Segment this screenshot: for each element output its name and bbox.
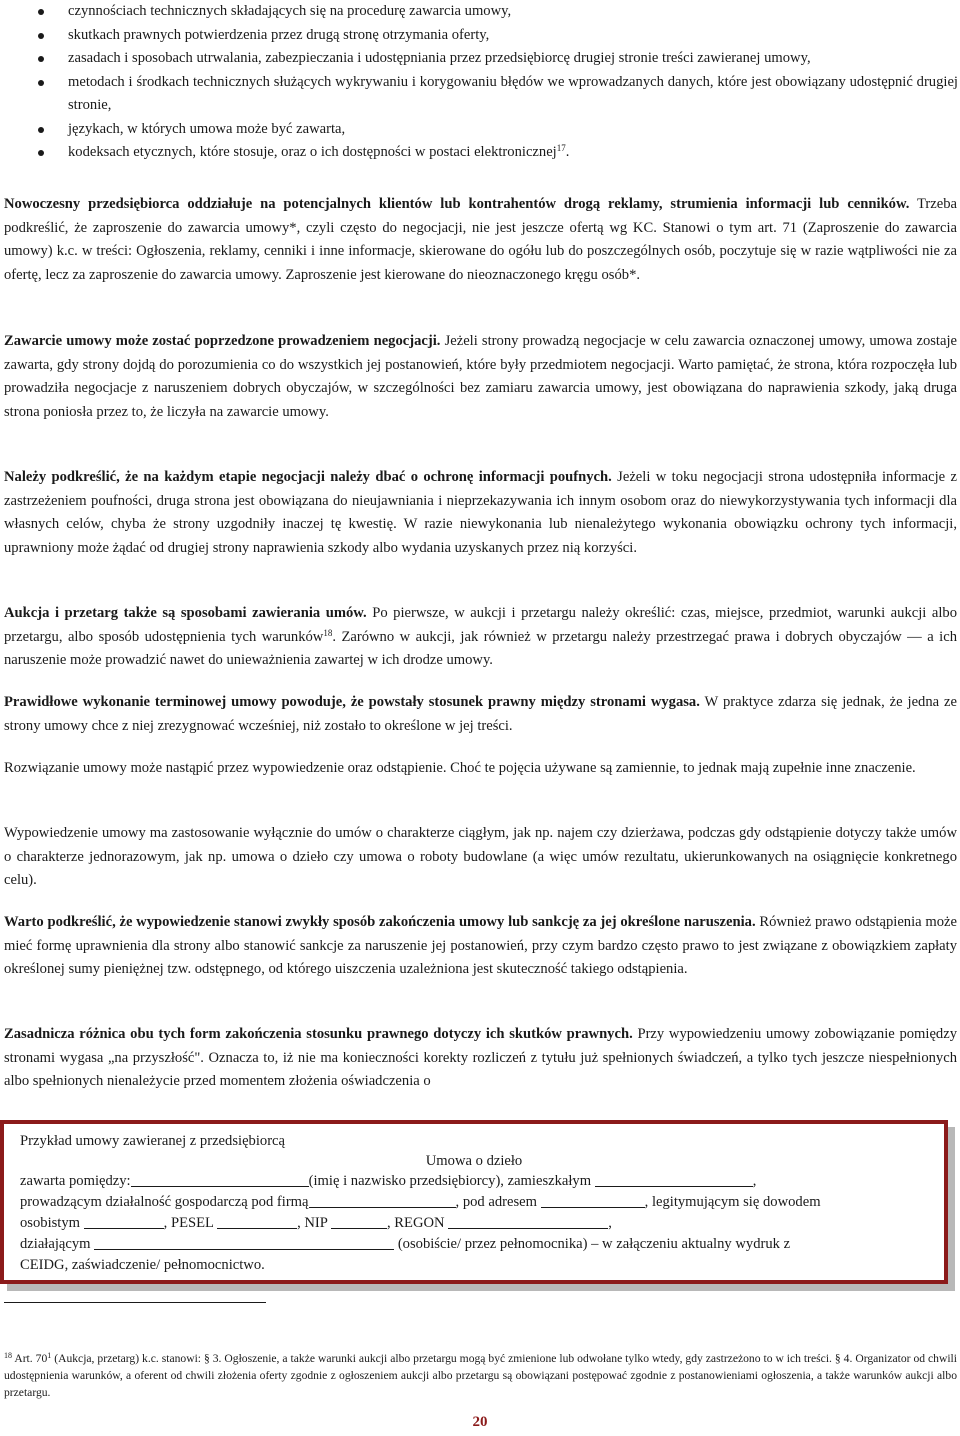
- paragraph-lead: Zasadnicza różnica obu tych form zakończenia stosunku prawnego dotyczy ich skutków prawnych.: [4, 1026, 633, 1042]
- list-item: [0, 71, 960, 118]
- blank-field: [131, 1170, 309, 1187]
- paragraph: [4, 691, 957, 738]
- line-text: (imię i nazwisko przedsiębiorcy), zamieszkałym: [308, 1173, 592, 1189]
- example-contract-box: [0, 1120, 948, 1284]
- blank-field: [595, 1170, 753, 1187]
- line-text: , pod adresem: [455, 1194, 537, 1210]
- paragraph-lead: Aukcja i przetarg także są sposobami zawierania umów.: [4, 605, 367, 621]
- paragraph: [4, 822, 957, 893]
- footnote-number: 18: [4, 1351, 12, 1360]
- list-item: [0, 24, 960, 48]
- footnote: [4, 1350, 957, 1401]
- footnote-ref: 17: [556, 143, 566, 153]
- line-text: działającym: [20, 1236, 91, 1252]
- paragraph: [4, 757, 957, 781]
- line-text: ,: [608, 1215, 612, 1231]
- paragraph-text: . Zarówno w aukcji, jak również w przetargu należy przestrzegać prawa i dobrych obyczajów — a ich naruszenie może prowadzić nawet do unieważnienia zawartej w ich drodze umowy.: [4, 628, 958, 668]
- paragraph-text: Wypowiedzenie umowy ma zastosowanie wyłącznie do umów o charakterze ciągłym, jak np. najem czy dzierżawa, podczas gdy odstąpienie dotyczy także umów o charakterze jednorazowym, jak np. umowa o dzieło czy umowa o roboty budowlane (a więc umów rezultatu, ukierunkowanych na osiągnięcie konkretnego celu).: [4, 825, 957, 888]
- paragraph-lead: Należy podkreślić, że na każdym etapie negocjacji należy dbać o ochronę informacji poufnych.: [4, 469, 612, 485]
- paragraph-text: Po pierwsze, w aukcji i przetargu należy określić: czas, miejsce, przedmiot, warunki aukcji albo przetargu, albo sposób udostępnienia tych warunków: [4, 605, 957, 645]
- line-text: osobistym: [20, 1215, 81, 1231]
- list-item: [0, 0, 960, 24]
- contract-line-firm: [20, 1191, 928, 1215]
- line-text: , PESEL: [163, 1215, 214, 1231]
- list-item-text: czynnościach technicznych składających się na procedurę zawarcia umowy,: [68, 3, 512, 19]
- paragraph-lead: Prawidłowe wykonanie terminowej umowy powoduje, że powstały stosunek prawny między stronami wygasa.: [4, 694, 700, 710]
- footnote-text: Art. 70: [12, 1352, 48, 1365]
- footnote-separator: [4, 1302, 266, 1303]
- contract-line-acting: [20, 1233, 928, 1257]
- line-text: , NIP: [297, 1215, 328, 1231]
- paragraph-lead: Warto podkreślić, że wypowiedzenie stanowi zwykły sposób zakończenia umowy lub sankcję za jej określone naruszenia.: [4, 914, 756, 930]
- paragraph-text: Jeżeli strony prowadzą negocjacje w celu zawarcia oznaczonej umowy, umowa zostaje zawarta, gdy strony dojdą do porozumienia co do wszystkich jej postanowień, które były przedmiotem negocjacji. Warto pamiętać, że strona, która rozpoczęła lub prowadziła negocjacje z naruszeniem dobrych obyczajów, w szczególności bez zamiaru zawarcia umowy, jest obowiązana do naprawienia szkody, jaką druga strona poniosła przez to, że liczyła na zawarcie umowy.: [4, 333, 957, 420]
- paragraph-text: Rozwiązanie umowy może nastąpić przez wypowiedzenie oraz odstąpienie. Choć te pojęcia używane są zamiennie, to jednak mają zupełnie inne znaczenie.: [4, 760, 916, 776]
- blank-field: [94, 1233, 394, 1250]
- example-title: Umowa o dzieło: [425, 1153, 523, 1169]
- list-item-text: skutkach prawnych potwierdzenia przez drugą stronę otrzymania oferty,: [68, 26, 490, 43]
- contract-line-ids: [20, 1212, 928, 1236]
- list-item-text: językach, w których umowa może być zawarta,: [68, 120, 346, 137]
- blank-field: [541, 1191, 645, 1208]
- list-item-text: zasadach i sposobach utrwalania, zabezpieczania i udostępniania przez przedsiębiorcę drugiej stronie treści zawieranej umowy,: [68, 50, 811, 66]
- line-text: , REGON: [387, 1215, 445, 1231]
- list-item-text: kodeksach etycznych, które stosuje, oraz o ich dostępności w postaci elektronicznej: [68, 144, 557, 160]
- blank-field: [331, 1212, 387, 1229]
- list-item: [0, 141, 960, 165]
- footnote-article-sup: 1: [47, 1351, 52, 1360]
- list-item: [0, 47, 960, 71]
- line-text: zawarta pomiędzy:: [20, 1173, 131, 1189]
- list-item-end: .: [565, 144, 570, 160]
- page-number: 20: [472, 1414, 488, 1430]
- blank-field: [448, 1212, 608, 1229]
- paragraph: [4, 193, 957, 287]
- paragraph: [4, 466, 957, 560]
- paragraph: [4, 911, 957, 982]
- blank-field: [84, 1212, 164, 1229]
- paragraph: [4, 330, 957, 424]
- contract-line-ceidg: CEIDG, zaświadczenie/ pełnomocnictwo.: [20, 1257, 265, 1273]
- footnote-text: (Aukcja, przetarg) k.c. stanowi: § 3. Ogłoszenie, a także warunki aukcji albo przetargu mogą być zmienione lub odwołane tylko wtedy, gdy zastrzeżono to w ich treści. § 4. Organizator od chwili udostępnienia warunków, a oferent od chwili złożenia oferty zgodnie z ogłoszeniem aukcji albo przetargu są obowiązani postępować zgodnie z postanowieniami ogłoszenia, a także warunków aukcji albo przetargu.: [4, 1352, 957, 1399]
- paragraph-text: Przy wypowiedzeniu umowy zobowiązanie pomiędzy stronami wygasa „na przyszłość". Oznacza to, iż nie ma konieczności korekty rozliczeń z tytułu już spełnionych świadczeń, a tylko tych jeszcze niespełnionych albo spełnionych nienależycie przed momentem złożenia oświadczenia o: [4, 1026, 957, 1089]
- contract-line-parties: [20, 1170, 928, 1194]
- paragraph-text: Trzeba podkreślić, że zaproszenie do zawarcia umowy*, czyli często do negocjacji, nie jest jeszcze ofertą wg KC. Stanowi o tym art. 71 (Zaproszenie do zawarcia umowy) k.c. w treści: Ogłoszenia, reklamy, cenniki i inne informacje, skierowane do ogółu lub do poszczególnych osób, poczytuje się w razie wątpliwości nie za ofertę, lecz za zaproszenie do zawarcia umowy. Zaproszenie jest kierowane do nieoznaczonego kręgu osób*.: [4, 196, 957, 283]
- bullet-list: [0, 0, 960, 165]
- blank-field: [309, 1191, 456, 1208]
- example-heading: Przykład umowy zawieranej z przedsiębiorcą: [20, 1133, 286, 1149]
- list-item: [0, 118, 960, 142]
- paragraph-lead: Zawarcie umowy może zostać poprzedzone prowadzeniem negocjacji.: [4, 333, 441, 349]
- paragraph: [4, 602, 957, 673]
- line-text: , legitymującym się dowodem: [644, 1194, 821, 1210]
- line-text: prowadzącym działalność gospodarczą pod firmą: [20, 1194, 309, 1210]
- footnote-ref: 18: [323, 627, 333, 638]
- list-item-text: metodach i środkach technicznych służących wykrywaniu i korygowaniu błędów we wprowadzanych danych, które jest obowiązany udostępnić drugiej stronie,: [68, 73, 958, 113]
- line-text: (osobiście/ przez pełnomocnika) – w załączeniu aktualny wydruk z: [397, 1236, 791, 1252]
- paragraph-text: Również prawo odstąpienia może mieć formę uprawnienia dla strony albo stanowić sankcje za naruszenie jej postanowień, przy czym bardzo często prawo to jest związane z obowiązkiem zapłaty określonej sumy pieniężnej tzw. odstępnego, od którego uiszczenia uzależniona jest skuteczność takiego odstąpienia.: [4, 914, 957, 977]
- blank-field: [217, 1212, 297, 1229]
- paragraph: [4, 1023, 957, 1094]
- line-text: ,: [752, 1173, 757, 1189]
- paragraph-text: Jeżeli w toku negocjacji strona udostępniła informacje z zastrzeżeniem poufności, druga strona jest obowiązana do nieujawniania i nieprzekazywania ich innym osobom oraz do niewykorzystywania tych informacji dla własnych celów, chyba że strony uzgodniły inaczej tę kwestię. W razie niewykonania lub nienależytego wykonania obowiązku ochrony tych informacji, uprawniony może żądać od drugiej strony naprawienia szkody albo wydania uzyskanych przez nią korzyści.: [4, 469, 957, 556]
- paragraph-text: W praktyce zdarza się jednak, że jedna ze strony umowy chce z niej zrezygnować wcześniej, niż zostało to określone w jej treści.: [4, 694, 957, 734]
- paragraph-lead: Nowoczesny przedsiębiorca oddziałuje na potencjalnych klientów lub kontrahentów drogą reklamy, strumienia informacji lub cenników.: [4, 196, 910, 212]
